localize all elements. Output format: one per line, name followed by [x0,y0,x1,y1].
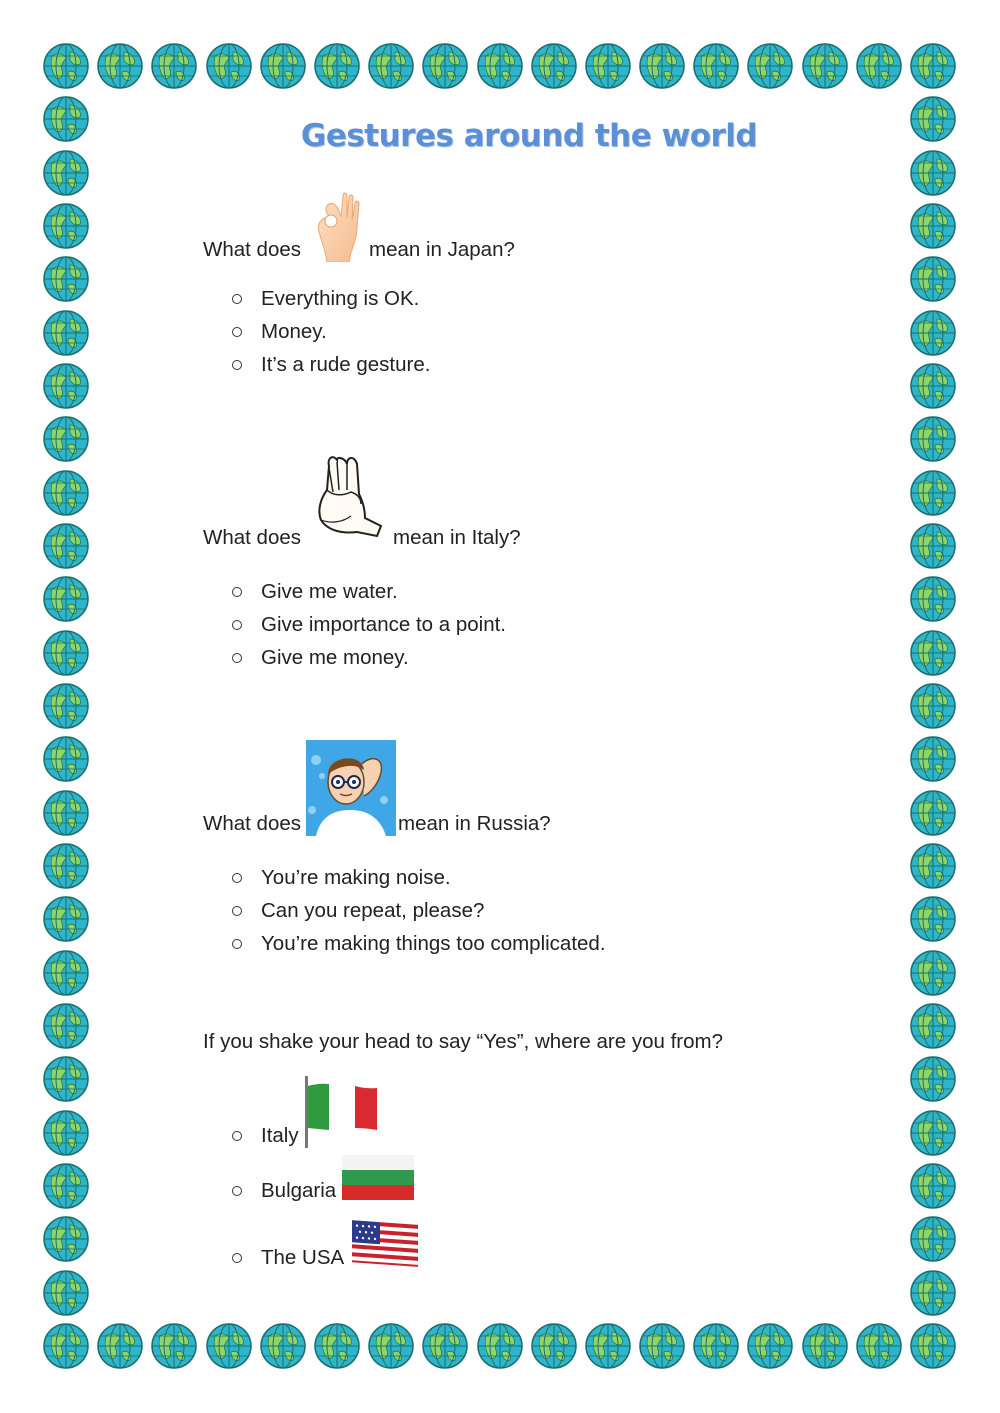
globe-icon [96,1322,144,1370]
globe-icon [909,949,957,997]
globe-icon [150,42,198,90]
globe-icon [42,682,90,730]
globe-icon [909,149,957,197]
globe-icon [909,42,957,90]
list-item[interactable]: The USA [232,1220,422,1270]
globe-icon [909,1162,957,1210]
list-item[interactable]: Everything is OK. [232,282,430,315]
globe-icon [909,842,957,890]
list-item[interactable]: Can you repeat, please? [232,894,606,927]
globe-icon [638,1322,686,1370]
globe-icon [909,1215,957,1263]
list-item[interactable]: You’re making things too complicated. [232,927,606,960]
globe-icon [638,42,686,90]
globe-icon [909,629,957,677]
question-2 [203,450,521,550]
globe-icon [909,415,957,463]
list-item[interactable]: Give importance to a point. [232,608,506,641]
globe-icon [692,42,740,90]
globe-icon [42,1269,90,1317]
list-item[interactable]: Give me water. [232,575,506,608]
hand-behind-head-gesture-icon [306,740,396,836]
radio-circle-icon [232,1131,242,1141]
radio-circle-icon [232,327,242,337]
globe-icon [42,522,90,570]
globe-icon [801,1322,849,1370]
globe-icon [42,1002,90,1050]
question-4-text: If you shake your head to say “Yes”, where are you from? [203,1030,723,1053]
globe-icon [909,1055,957,1103]
globe-icon [42,842,90,890]
italy-flag-icon [303,1076,379,1148]
question-1-prefix: What does [203,238,301,261]
question-1-options [232,282,430,381]
globe-icon [42,575,90,623]
globe-icon [909,682,957,730]
globe-icon [42,469,90,517]
globe-icon [259,1322,307,1370]
radio-circle-icon [232,360,242,370]
globe-icon [855,42,903,90]
globe-icon [367,42,415,90]
globe-icon [909,1322,957,1370]
globe-icon [584,42,632,90]
pinched-fingers-gesture-icon [307,450,391,550]
globe-icon [476,1322,524,1370]
ok-hand-gesture-icon [305,188,367,262]
globe-icon [313,1322,361,1370]
globe-icon [909,1269,957,1317]
globe-icon [855,1322,903,1370]
globe-icon [746,1322,794,1370]
globe-icon [909,255,957,303]
globe-icon [909,735,957,783]
globe-icon [42,255,90,303]
globe-icon [313,42,361,90]
radio-circle-icon [232,587,242,597]
radio-circle-icon [232,873,242,883]
globe-icon [205,1322,253,1370]
globe-icon [96,42,144,90]
globe-icon [692,1322,740,1370]
radio-circle-icon [232,1186,242,1196]
globe-icon [42,629,90,677]
globe-icon [530,1322,578,1370]
question-2-prefix: What does [203,526,301,549]
globe-icon [584,1322,632,1370]
globe-icon [909,895,957,943]
globe-icon [42,895,90,943]
question-1-suffix: mean in Japan? [369,238,515,261]
globe-icon [42,362,90,410]
globe-icon [746,42,794,90]
question-1 [203,188,515,262]
globe-icon [150,1322,198,1370]
radio-circle-icon [232,1253,242,1263]
globe-icon [909,469,957,517]
bulgaria-flag-icon [340,1153,416,1203]
globe-icon [909,362,957,410]
question-3 [203,740,551,836]
question-3-options [232,861,606,960]
question-2-options [232,575,506,674]
globe-icon [42,309,90,357]
globe-icon [259,42,307,90]
globe-icon [42,42,90,90]
globe-icon [205,42,253,90]
list-item[interactable]: It’s a rude gesture. [232,348,430,381]
globe-icon [42,202,90,250]
globe-icon [909,1002,957,1050]
globe-icon [42,149,90,197]
globe-icon [421,1322,469,1370]
radio-circle-icon [232,620,242,630]
globe-icon [42,1322,90,1370]
list-item[interactable]: Give me money. [232,641,506,674]
question-4 [203,1030,723,1054]
globe-icon [42,1215,90,1263]
globe-icon [909,309,957,357]
radio-circle-icon [232,906,242,916]
question-2-suffix: mean in Italy? [393,526,521,549]
list-item[interactable]: You’re making noise. [232,861,606,894]
globe-icon [909,1109,957,1157]
globe-icon [421,42,469,90]
globe-icon [476,42,524,90]
question-3-prefix: What does [203,812,301,835]
radio-circle-icon [232,653,242,663]
globe-icon [530,42,578,90]
globe-icon [42,1109,90,1157]
globe-icon [42,789,90,837]
radio-circle-icon [232,294,242,304]
list-item[interactable]: Italy [232,1076,379,1148]
list-item[interactable]: Bulgaria [232,1153,416,1203]
list-item[interactable]: Money. [232,315,430,348]
globe-icon [42,1162,90,1210]
globe-icon [909,575,957,623]
globe-icon [909,789,957,837]
globe-icon [909,202,957,250]
globe-icon [42,735,90,783]
globe-icon [367,1322,415,1370]
radio-circle-icon [232,939,242,949]
globe-icon [42,1055,90,1103]
usa-flag-icon [348,1220,422,1270]
globe-icon [42,415,90,463]
globe-icon [909,522,957,570]
globe-icon [42,949,90,997]
globe-icon [801,42,849,90]
question-3-suffix: mean in Russia? [398,812,551,835]
page-title: Gestures around the world [300,118,758,154]
